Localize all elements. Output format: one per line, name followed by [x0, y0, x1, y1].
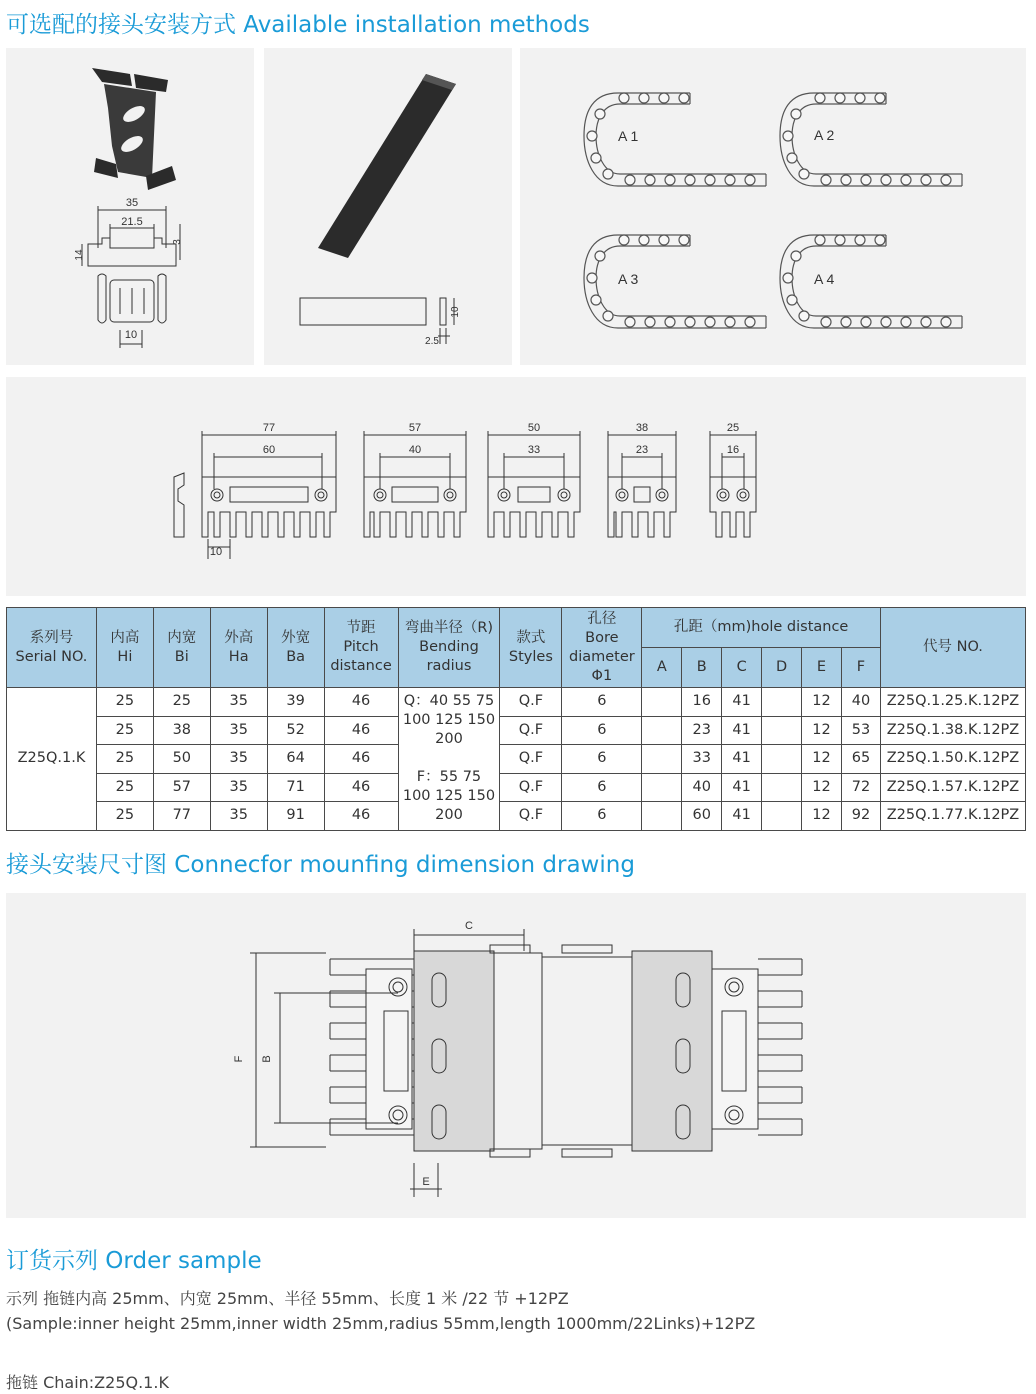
cell-a: [642, 802, 682, 831]
cell-d: [762, 745, 802, 774]
cell-pitch: 46: [324, 716, 398, 745]
section-title-installation: 可选配的接头安装方式 Available installation methods: [6, 12, 590, 38]
cell-bi: 50: [153, 745, 210, 774]
table-row: [7, 802, 1026, 831]
cell-c: 41: [722, 688, 762, 717]
header-hole-a: A: [642, 648, 682, 688]
header-serial: 系列号 Serial NO.: [7, 608, 97, 688]
header-hole-d: D: [762, 648, 802, 688]
panel-mounting-drawing: [6, 893, 1026, 1218]
cell-e: 12: [802, 745, 842, 774]
chain-variants-drawing: [520, 48, 1026, 365]
order-sample-line-1: 示列 拖链内高 25mm、内宽 25mm、半径 55mm、长度 1 米 /22 节 +12PZ: [6, 1289, 569, 1308]
cell-b: 60: [682, 802, 722, 831]
bracket-outer-77: 77: [262, 422, 276, 434]
section-title-mounting: 接头安装尺寸图 Connecfor mounfing dimension drawing: [6, 852, 635, 878]
bracket-sizes-drawing: [6, 377, 1026, 596]
header-no: 代号 NO.: [880, 608, 1025, 688]
cell-bore: 6: [562, 802, 642, 831]
serial-cell: Z25Q.1.K: [7, 688, 97, 831]
cell-ha: 35: [210, 688, 267, 717]
cell-b: 23: [682, 716, 722, 745]
header-pitch: 节距 Pitch distance: [324, 608, 398, 688]
cell-f: 40: [841, 688, 880, 717]
bar-image: [318, 74, 456, 258]
cell-e: 12: [802, 688, 842, 717]
bracket-pitch-10: 10: [209, 546, 223, 558]
cell-no: Z25Q.1.25.K.12PZ: [880, 688, 1025, 717]
header-bending: 弯曲半径（R) Bending radius: [398, 608, 500, 688]
order-sample-line-2: (Sample:inner height 25mm,inner width 25mm,radius 55mm,length 1000mm/22Links)+12PZ: [6, 1314, 756, 1333]
cell-b: 33: [682, 745, 722, 774]
cell-ba: 91: [267, 802, 324, 831]
dim-3: 3: [172, 239, 183, 245]
cell-c: 41: [722, 773, 762, 802]
cell-style: Q.F: [500, 802, 562, 831]
dim-10: 10: [124, 329, 138, 341]
bracket-outer-57: 57: [408, 422, 422, 434]
cell-bi: 57: [153, 773, 210, 802]
cell-hi: 25: [96, 802, 153, 831]
header-hole-e: E: [802, 648, 842, 688]
table-row: [7, 745, 1026, 774]
cell-no: Z25Q.1.38.K.12PZ: [880, 716, 1025, 745]
cell-d: [762, 688, 802, 717]
cell-e: 12: [802, 802, 842, 831]
chain-label-a4: A 4: [814, 271, 835, 287]
cell-bore: 6: [562, 716, 642, 745]
header-bi: 内宽 Bi: [153, 608, 210, 688]
bending-radius-cell: Q：40 55 75 100 125 150 200 F：55 75 100 125 150 200: [398, 688, 500, 831]
table-row: [7, 716, 1026, 745]
panel-bar: [264, 48, 512, 365]
cell-b: 40: [682, 773, 722, 802]
cell-hi: 25: [96, 688, 153, 717]
chain-label-a2: A 2: [814, 127, 835, 143]
bracket-inner-33: 33: [527, 444, 541, 456]
cell-e: 12: [802, 773, 842, 802]
cell-ba: 39: [267, 688, 324, 717]
cell-no: Z25Q.1.77.K.12PZ: [880, 802, 1025, 831]
bracket-inner-23: 23: [635, 444, 649, 456]
cell-pitch: 46: [324, 688, 398, 717]
cell-bore: 6: [562, 773, 642, 802]
cell-d: [762, 802, 802, 831]
cell-style: Q.F: [500, 688, 562, 717]
cell-f: 92: [841, 802, 880, 831]
cell-c: 41: [722, 745, 762, 774]
panel-connector-part: [6, 48, 254, 365]
mounting-drawing: [6, 893, 1026, 1218]
cell-f: 65: [841, 745, 880, 774]
cell-hi: 25: [96, 716, 153, 745]
section-title-order: 订货示列 Order sample: [6, 1248, 262, 1274]
cell-pitch: 46: [324, 745, 398, 774]
cell-bi: 25: [153, 688, 210, 717]
bar-dim-2-5: 2.5: [425, 336, 439, 347]
cell-ha: 35: [210, 802, 267, 831]
cell-ba: 64: [267, 745, 324, 774]
chain-label-a3: A 3: [618, 271, 639, 287]
cell-no: Z25Q.1.57.K.12PZ: [880, 773, 1025, 802]
table-row: [7, 773, 1026, 802]
dim-label-f: F: [233, 1055, 245, 1063]
header-hole-b: B: [682, 648, 722, 688]
cell-e: 12: [802, 716, 842, 745]
cell-pitch: 46: [324, 802, 398, 831]
header-hole-distance: 孔距（mm)hole distance: [642, 608, 881, 648]
header-hole-c: C: [722, 648, 762, 688]
cell-c: 41: [722, 802, 762, 831]
cell-a: [642, 745, 682, 774]
cell-a: [642, 773, 682, 802]
dim-21-5: 21.5: [121, 216, 143, 228]
cell-bi: 38: [153, 716, 210, 745]
bracket-outer-38: 38: [635, 422, 649, 434]
order-sample-chain: 拖链 Chain:Z25Q.1.K: [6, 1373, 169, 1392]
cell-hi: 25: [96, 745, 153, 774]
cell-ha: 35: [210, 716, 267, 745]
cell-ha: 35: [210, 745, 267, 774]
bracket-inner-40: 40: [408, 444, 422, 456]
bracket-outer-50: 50: [527, 422, 541, 434]
spec-table: [6, 607, 1026, 831]
dim-label-e: E: [422, 1176, 430, 1188]
header-ha: 外高 Ha: [210, 608, 267, 688]
bracket-outer-25: 25: [726, 422, 740, 434]
dim-label-b: B: [261, 1055, 273, 1063]
cell-ba: 52: [267, 716, 324, 745]
connector-part-drawing: [6, 48, 254, 365]
header-styles: 款式 Styles: [500, 608, 562, 688]
table-row: [7, 688, 1026, 717]
cell-no: Z25Q.1.50.K.12PZ: [880, 745, 1025, 774]
cell-f: 53: [841, 716, 880, 745]
bracket-inner-60: 60: [262, 444, 276, 456]
cell-style: Q.F: [500, 745, 562, 774]
bar-drawing: [264, 48, 512, 365]
cell-d: [762, 716, 802, 745]
header-hi: 内高 Hi: [96, 608, 153, 688]
panel-bracket-sizes: [6, 377, 1026, 596]
bar-dim-10: 10: [450, 306, 461, 318]
connector-part-image: [92, 68, 176, 190]
cell-c: 41: [722, 716, 762, 745]
cell-ba: 71: [267, 773, 324, 802]
header-ba: 外宽 Ba: [267, 608, 324, 688]
header-bore: 孔径 Bore diameter Φ1: [562, 608, 642, 688]
dim-14: 14: [74, 249, 85, 261]
cell-style: Q.F: [500, 716, 562, 745]
cell-bi: 77: [153, 802, 210, 831]
cell-a: [642, 716, 682, 745]
cell-bore: 6: [562, 688, 642, 717]
cell-bore: 6: [562, 745, 642, 774]
cell-hi: 25: [96, 773, 153, 802]
dim-35: 35: [125, 197, 139, 209]
cell-a: [642, 688, 682, 717]
cell-b: 16: [682, 688, 722, 717]
dim-label-c: C: [465, 920, 473, 932]
cell-style: Q.F: [500, 773, 562, 802]
cell-d: [762, 773, 802, 802]
cell-ha: 35: [210, 773, 267, 802]
header-hole-f: F: [841, 648, 880, 688]
bracket-inner-16: 16: [726, 444, 740, 456]
cell-pitch: 46: [324, 773, 398, 802]
panel-chain-variants: [520, 48, 1026, 365]
chain-label-a1: A 1: [618, 128, 639, 144]
cell-f: 72: [841, 773, 880, 802]
